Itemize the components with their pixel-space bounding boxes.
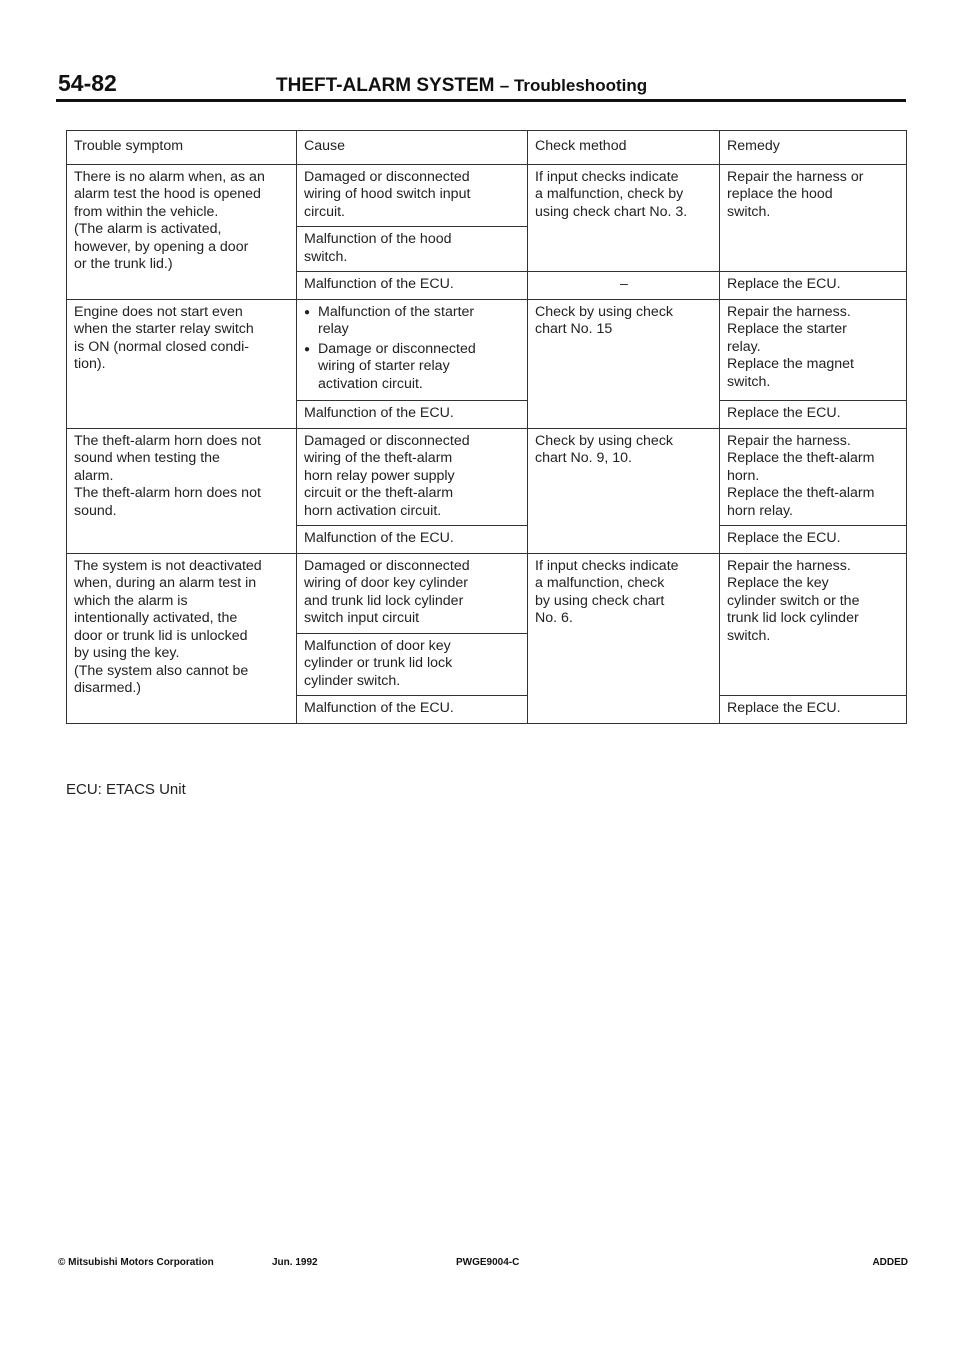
remedy-cell: Repair the harness. Replace the key cylinder switch or the trunk lid lock cylinder switch. — [720, 553, 907, 696]
footer-status: ADDED — [872, 1257, 908, 1268]
cause-cell: Damaged or disconnected wiring of hood switch input circuit. — [297, 164, 528, 227]
check-method-cell: If input checks indicate a malfunction, check by using check chart No. 6. — [528, 553, 720, 723]
remedy-cell: Replace the ECU. — [720, 272, 907, 300]
ecu-note: ECU: ETACS Unit — [66, 781, 186, 798]
check-method-cell: Check by using check chart No. 9, 10. — [528, 428, 720, 553]
page-header — [58, 62, 906, 102]
symptom-cell: The theft-alarm horn does not sound when testing the alarm. The theft-alarm horn does not sound. — [67, 428, 297, 553]
cause-cell — [297, 299, 528, 401]
section-title-main: THEFT-ALARM SYSTEM — [276, 75, 495, 96]
footer-date: Jun. 1992 — [272, 1257, 318, 1268]
table-row — [67, 428, 907, 526]
footer-doc-code: PWGE9004-C — [456, 1257, 520, 1268]
cause-cell: Malfunction of the ECU. — [297, 696, 528, 724]
cause-bullet-list — [304, 304, 521, 394]
remedy-cell: Repair the harness or replace the hood switch. — [720, 164, 907, 272]
cause-cell: Damaged or disconnected wiring of door key cylinder and trunk lid lock cylinder switch input circuit — [297, 553, 528, 633]
section-title — [276, 75, 647, 97]
column-header-cause: Cause — [297, 131, 528, 165]
column-header-check-method: Check method — [528, 131, 720, 165]
cause-cell: Damaged or disconnected wiring of the theft-alarm horn relay power supply circuit or the theft-alarm horn activation circuit. — [297, 428, 528, 526]
table-row — [67, 553, 907, 633]
cause-cell: Malfunction of the hood switch. — [297, 227, 528, 272]
remedy-cell: Replace the ECU. — [720, 401, 907, 429]
check-method-cell: – — [528, 272, 720, 300]
header-rule — [56, 99, 906, 102]
table-row — [67, 164, 907, 227]
remedy-cell: Repair the harness. Replace the starter relay. Replace the magnet switch. — [720, 299, 907, 401]
table-row — [67, 299, 907, 401]
cause-cell: Malfunction of door key cylinder or trunk lid lock cylinder switch. — [297, 633, 528, 696]
page-number: 54-82 — [58, 70, 117, 96]
check-method-cell: Check by using check chart No. 15 — [528, 299, 720, 428]
remedy-cell: Replace the ECU. — [720, 526, 907, 554]
cause-cell: Malfunction of the ECU. — [297, 526, 528, 554]
footer-copyright: © Mitsubishi Motors Corporation — [58, 1257, 214, 1268]
table-header-row — [67, 131, 907, 165]
column-header-remedy: Remedy — [720, 131, 907, 165]
cause-cell: Malfunction of the ECU. — [297, 272, 528, 300]
troubleshooting-table — [66, 130, 907, 724]
symptom-cell: There is no alarm when, as an alarm test the hood is opened from within the vehicle. (The alarm is activated, however, by opening a door or the trunk lid.) — [67, 164, 297, 299]
remedy-cell: Replace the ECU. — [720, 696, 907, 724]
section-title-sub: – Troubleshooting — [499, 76, 648, 95]
cause-cell: Malfunction of the ECU. — [297, 401, 528, 429]
symptom-cell: The system is not deactivated when, during an alarm test in which the alarm is intentionally activated, the door or trunk lid is unlocked by using the key. (The system also cannot be disarmed.) — [67, 553, 297, 723]
check-method-cell: If input checks indicate a malfunction, check by using check chart No. 3. — [528, 164, 720, 272]
remedy-cell: Repair the harness. Replace the theft-alarm horn. Replace the theft-alarm horn relay. — [720, 428, 907, 526]
cause-bullet-item: ● Damage or disconnected wiring of starter relay activation circuit. — [304, 341, 521, 394]
column-header-trouble-symptom: Trouble symptom — [67, 131, 297, 165]
cause-bullet-item: ● Malfunction of the starter relay — [304, 304, 521, 339]
symptom-cell: Engine does not start even when the starter relay switch is ON (normal closed condi- tion). — [67, 299, 297, 428]
